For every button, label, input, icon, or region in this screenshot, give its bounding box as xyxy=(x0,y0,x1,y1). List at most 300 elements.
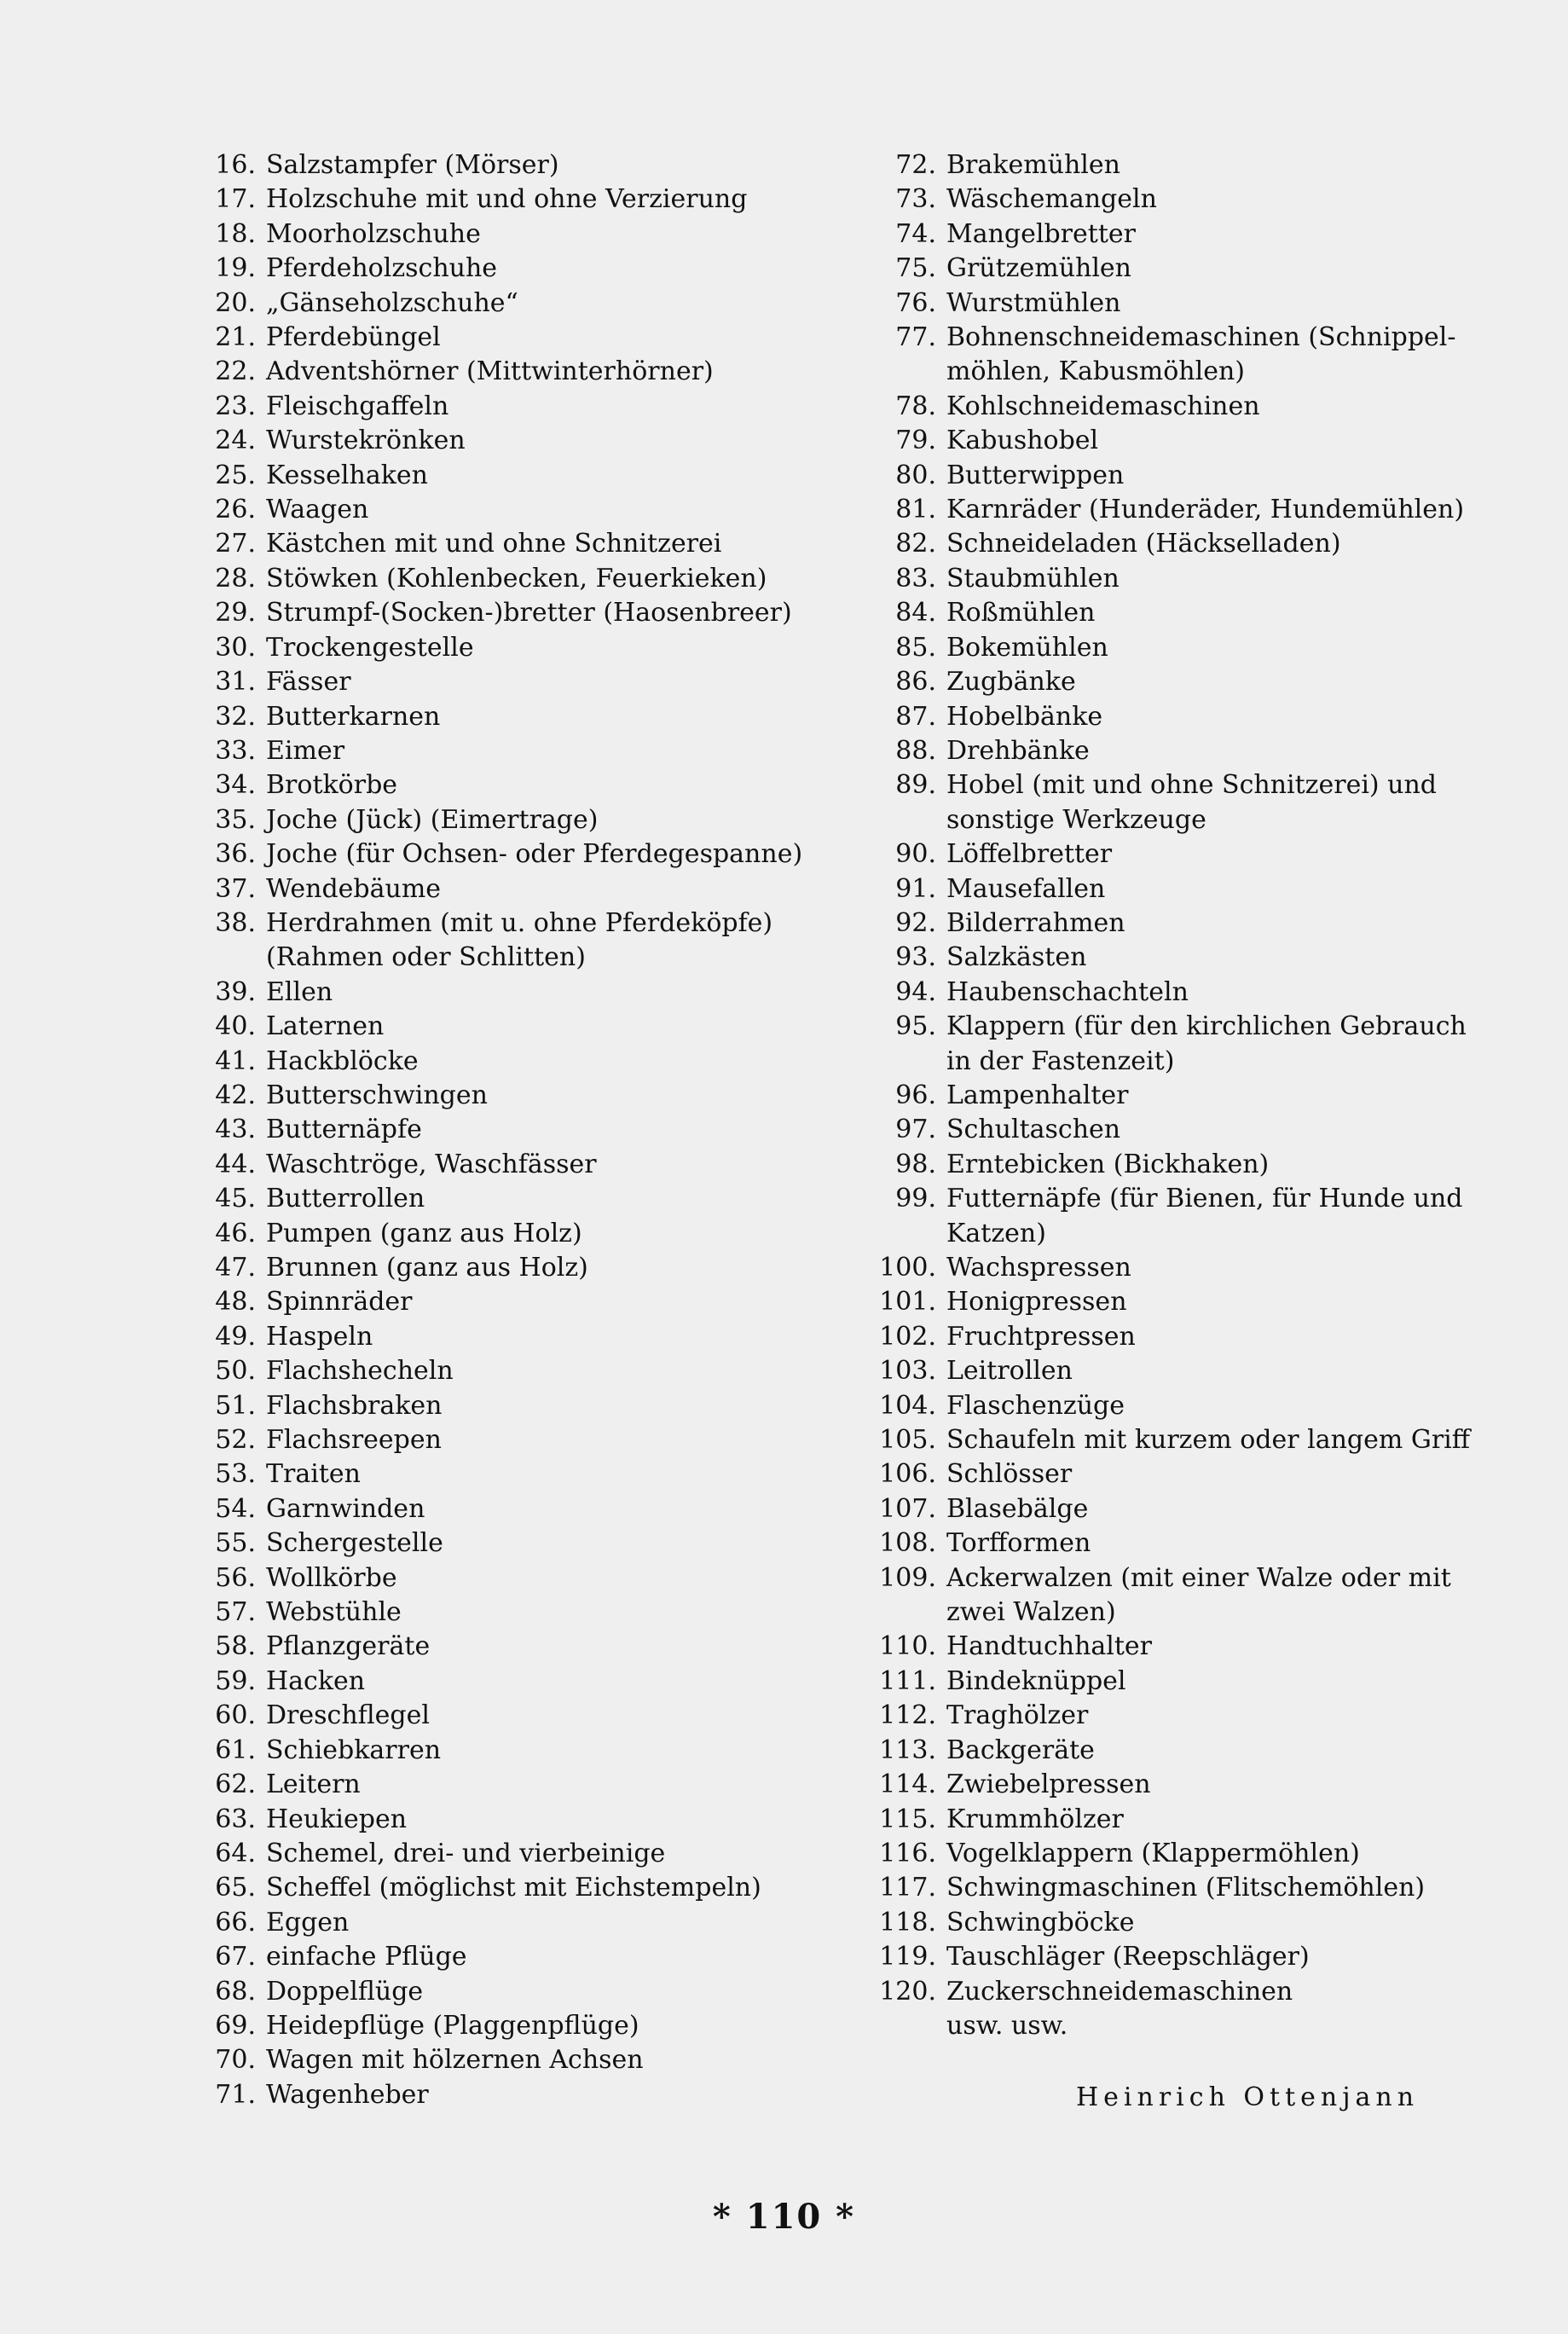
item-text-line: Vogelklappern (Klappermöhlen) xyxy=(946,1838,1360,1868)
item-number: 38. xyxy=(215,907,256,938)
item-text xyxy=(266,459,842,493)
list-item xyxy=(194,1251,842,1285)
item-text-line: Herdrahmen (mit u. ohne Pferdeköpfe) xyxy=(266,907,773,938)
list-item xyxy=(861,1837,1526,1871)
list-item xyxy=(861,1630,1526,1664)
list-item xyxy=(194,1492,842,1526)
list-item xyxy=(194,1389,842,1423)
list-item xyxy=(194,2043,842,2077)
item-text xyxy=(946,1182,1526,1251)
item-text xyxy=(266,1526,842,1561)
item-text xyxy=(266,1217,842,1251)
item-text xyxy=(946,1665,1526,1699)
list-item xyxy=(194,2078,842,2112)
item-text xyxy=(266,2043,842,2077)
item-text xyxy=(946,1079,1526,1113)
item-number: 95. xyxy=(895,1011,936,1042)
item-number: 35. xyxy=(215,804,256,835)
list-item xyxy=(194,1906,842,1940)
item-number: 55. xyxy=(215,1528,256,1559)
list-item xyxy=(194,2009,842,2043)
item-number: 25. xyxy=(215,460,256,490)
list-item xyxy=(194,1561,842,1596)
list-item xyxy=(194,1010,842,1044)
item-number: 71. xyxy=(215,2079,256,2110)
item-text-line: Hobelbänke xyxy=(946,701,1103,732)
item-text-line: Waschtröge, Waschfässer xyxy=(266,1149,597,1179)
item-text xyxy=(946,252,1526,286)
item-number: 119. xyxy=(879,1942,936,1972)
item-text xyxy=(946,700,1526,734)
list-item xyxy=(861,1389,1526,1423)
item-text-line: Brunnen (ganz aus Holz) xyxy=(266,1253,588,1283)
list-item xyxy=(194,1596,842,1630)
item-text-line: in der Fastenzeit) xyxy=(946,1045,1175,1076)
item-number: 77. xyxy=(895,322,936,353)
item-text xyxy=(266,1768,842,1802)
item-text-line: Eimer xyxy=(266,735,345,766)
item-text-line: Lampenhalter xyxy=(946,1080,1129,1110)
item-text-line: Pferdebüngel xyxy=(266,322,441,353)
item-number: 75. xyxy=(895,253,936,284)
list-item xyxy=(861,1734,1526,1768)
list-item xyxy=(861,976,1526,1010)
item-text-line: Leitrollen xyxy=(946,1356,1073,1387)
item-text xyxy=(946,1906,1526,1940)
item-text-line: Scheffel (möglichst mit Eichstempeln) xyxy=(266,1873,761,1903)
list-item xyxy=(194,355,842,389)
item-number: 39. xyxy=(215,976,256,1007)
list-item xyxy=(194,217,842,252)
item-text-line: „Gänseholzschuhe“ xyxy=(266,287,518,318)
item-text-line: Kabushobel xyxy=(946,426,1099,456)
item-text xyxy=(946,1354,1526,1388)
item-number: 43. xyxy=(215,1115,256,1145)
item-text xyxy=(946,459,1526,493)
list-item xyxy=(861,631,1526,665)
item-text-line: Klappern (für den kirchlichen Gebrauch xyxy=(946,1011,1467,1042)
item-text xyxy=(946,768,1526,837)
list-item xyxy=(861,700,1526,734)
item-text-line: Moorholzschuhe xyxy=(266,218,481,249)
list-item xyxy=(861,734,1526,768)
item-number: 76. xyxy=(895,287,936,318)
item-text xyxy=(946,1699,1526,1733)
item-text-line: Eggen xyxy=(266,1907,350,1937)
item-text xyxy=(266,2078,842,2112)
item-text-line: zwei Walzen) xyxy=(946,1597,1116,1628)
item-text-line: möhlen, Kabusmöhlen) xyxy=(946,356,1245,387)
item-text-line: Flachshecheln xyxy=(266,1356,454,1387)
item-number: 61. xyxy=(215,1735,256,1765)
item-number: 114. xyxy=(879,1769,936,1800)
item-text-line: Wäschemangeln xyxy=(946,184,1157,215)
item-number: 83. xyxy=(895,563,936,594)
list-item xyxy=(194,665,842,699)
item-number: 33. xyxy=(215,735,256,766)
item-text-line: Fruchtpressen xyxy=(946,1321,1136,1352)
item-number: 103. xyxy=(879,1356,936,1387)
item-number: 18. xyxy=(215,218,256,249)
item-number: 57. xyxy=(215,1597,256,1628)
list-item xyxy=(194,1113,842,1147)
item-text xyxy=(266,1630,842,1664)
item-text-line: Schiebkarren xyxy=(266,1735,442,1765)
item-text xyxy=(946,1837,1526,1871)
list-item xyxy=(194,1734,842,1768)
list-item xyxy=(194,631,842,665)
item-text-line: Joche (Jück) (Eimertrage) xyxy=(266,804,599,835)
item-text xyxy=(266,217,842,252)
list-item xyxy=(194,1285,842,1319)
item-text xyxy=(946,1320,1526,1354)
item-number: 29. xyxy=(215,598,256,628)
list-item xyxy=(194,1940,842,1974)
left-column-list xyxy=(194,148,842,2112)
item-number: 116. xyxy=(879,1838,936,1868)
item-number: 26. xyxy=(215,495,256,525)
item-text xyxy=(946,1389,1526,1423)
item-text-line: Ellen xyxy=(266,976,333,1007)
item-text xyxy=(266,1423,842,1457)
item-text-line: Wachspressen xyxy=(946,1253,1131,1283)
item-text-line: Butternäpfe xyxy=(266,1115,422,1145)
list-item xyxy=(194,803,842,837)
item-text xyxy=(946,1285,1526,1319)
list-item xyxy=(194,527,842,561)
list-item xyxy=(194,459,842,493)
list-item xyxy=(194,906,842,976)
list-item xyxy=(861,1113,1526,1147)
item-text-line: Schemel, drei- und vierbeinige xyxy=(266,1838,666,1868)
list-item xyxy=(861,768,1526,837)
item-number: 99. xyxy=(895,1184,936,1214)
item-text xyxy=(266,148,842,182)
item-text-line: Doppelflüge xyxy=(266,1976,424,2007)
item-text-line: Bohnenschneidemaschinen (Schnippel- xyxy=(946,322,1456,353)
item-text xyxy=(266,1251,842,1285)
item-text xyxy=(946,1526,1526,1561)
item-text-line: Heidepflüge (Plaggenpflüge) xyxy=(266,2010,639,2041)
item-text xyxy=(266,1837,842,1871)
item-text-line: Krummhölzer xyxy=(946,1804,1124,1834)
item-text-line: Kesselhaken xyxy=(266,460,428,490)
item-text-line: Wagen mit hölzernen Achsen xyxy=(266,2045,644,2076)
list-item xyxy=(194,1871,842,1905)
item-text-line: Flachsreepen xyxy=(266,1425,442,1456)
item-text-line: Ackerwalzen (mit einer Walze oder mit xyxy=(946,1562,1451,1593)
item-text-line: Schwingmaschinen (Flitschemöhlen) xyxy=(946,1873,1426,1903)
item-text-line: einfache Pflüge xyxy=(266,1942,467,1972)
item-text-line: Bindeknüppel xyxy=(946,1665,1126,1696)
item-number: 49. xyxy=(215,1321,256,1352)
item-text xyxy=(266,1975,842,2009)
list-item xyxy=(861,287,1526,321)
item-text-line: sonstige Werkzeuge xyxy=(946,804,1206,835)
list-item xyxy=(194,1182,842,1216)
item-text xyxy=(266,700,842,734)
item-text-line: usw. usw. xyxy=(946,2010,1068,2041)
item-number: 30. xyxy=(215,632,256,663)
list-item xyxy=(861,182,1526,217)
list-item xyxy=(861,665,1526,699)
list-item xyxy=(194,700,842,734)
item-number: 102. xyxy=(879,1321,936,1352)
item-number: 34. xyxy=(215,770,256,801)
item-text-line: Löffelbretter xyxy=(946,839,1113,870)
list-item xyxy=(194,1630,842,1664)
list-item xyxy=(194,1079,842,1113)
list-item xyxy=(194,424,842,458)
item-text xyxy=(266,1665,842,1699)
item-number: 58. xyxy=(215,1631,256,1662)
item-number: 86. xyxy=(895,667,936,698)
item-text xyxy=(266,355,842,389)
list-item xyxy=(861,837,1526,872)
item-number: 96. xyxy=(895,1080,936,1110)
item-text-line: Wendebäume xyxy=(266,873,442,904)
item-text xyxy=(266,1803,842,1837)
item-text xyxy=(946,1113,1526,1147)
item-number: 46. xyxy=(215,1218,256,1248)
item-number: 65. xyxy=(215,1873,256,1903)
list-item xyxy=(861,148,1526,182)
item-text-line: Handtuchhalter xyxy=(946,1631,1153,1662)
list-item xyxy=(194,976,842,1010)
item-number: 69. xyxy=(215,2010,256,2041)
list-item xyxy=(861,1803,1526,1837)
item-text xyxy=(266,1734,842,1768)
list-item xyxy=(194,182,842,217)
item-number: 115. xyxy=(879,1804,936,1834)
item-text xyxy=(266,803,842,837)
list-item xyxy=(194,872,842,906)
item-text-line: Trockengestelle xyxy=(266,632,474,663)
item-text-line: Salzstampfer (Mörser) xyxy=(266,150,559,180)
item-number: 100. xyxy=(879,1253,936,1283)
item-number: 48. xyxy=(215,1287,256,1318)
item-number: 90. xyxy=(895,839,936,870)
list-item xyxy=(861,1906,1526,1940)
item-number: 56. xyxy=(215,1562,256,1593)
item-text xyxy=(266,1182,842,1216)
item-number: 27. xyxy=(215,529,256,559)
item-number: 36. xyxy=(215,839,256,870)
item-number: 20. xyxy=(215,287,256,318)
item-number: 108. xyxy=(879,1528,936,1559)
item-text xyxy=(266,596,842,630)
item-number: 117. xyxy=(879,1873,936,1903)
item-text-line: Pferdeholzschuhe xyxy=(266,253,498,284)
item-text xyxy=(266,1940,842,1974)
item-text-line: Torfformen xyxy=(946,1528,1091,1559)
item-text xyxy=(266,2009,842,2043)
item-text-line: Mangelbretter xyxy=(946,218,1136,249)
item-text xyxy=(946,148,1526,182)
item-text-line: Stöwken (Kohlenbecken, Feuerkieken) xyxy=(266,563,767,594)
list-item xyxy=(861,941,1526,975)
item-number: 45. xyxy=(215,1184,256,1214)
item-text-line: Pflanzgeräte xyxy=(266,1631,431,1662)
item-text xyxy=(266,252,842,286)
item-text-line: Flachsbraken xyxy=(266,1390,443,1421)
list-item xyxy=(861,1526,1526,1561)
item-text xyxy=(946,1940,1526,1974)
item-text-line: Haubenschachteln xyxy=(946,976,1189,1007)
list-item xyxy=(861,424,1526,458)
item-number: 70. xyxy=(215,2045,256,2076)
item-number: 97. xyxy=(895,1115,936,1145)
item-text xyxy=(946,1010,1526,1079)
list-item xyxy=(861,459,1526,493)
item-text-line: Erntebicken (Bickhaken) xyxy=(946,1149,1270,1179)
item-text-line: Spinnräder xyxy=(266,1287,413,1318)
item-text xyxy=(266,1010,842,1044)
item-number: 44. xyxy=(215,1149,256,1179)
item-number: 64. xyxy=(215,1838,256,1868)
item-text xyxy=(266,1148,842,1182)
list-item xyxy=(194,390,842,424)
item-number: 68. xyxy=(215,1976,256,2007)
item-text-line: Backgeräte xyxy=(946,1735,1095,1765)
item-number: 19. xyxy=(215,253,256,284)
item-text-line: Pumpen (ganz aus Holz) xyxy=(266,1218,582,1248)
list-item xyxy=(194,148,842,182)
item-text-line: Wurstmühlen xyxy=(946,287,1121,318)
item-text-line: Grützemühlen xyxy=(946,253,1132,284)
item-text-line: Tauschläger (Reepschläger) xyxy=(946,1942,1310,1972)
list-item xyxy=(194,1837,842,1871)
page-number: * 110 * xyxy=(712,2197,856,2237)
item-text-line: Leitern xyxy=(266,1769,361,1800)
item-text xyxy=(266,527,842,561)
item-text xyxy=(946,321,1526,390)
item-text xyxy=(946,872,1526,906)
list-item xyxy=(194,596,842,630)
list-item xyxy=(861,1768,1526,1802)
item-number: 60. xyxy=(215,1700,256,1731)
item-text-line: Schergestelle xyxy=(266,1528,443,1559)
list-item xyxy=(861,1457,1526,1491)
list-item xyxy=(861,1010,1526,1079)
item-text-line: Wurstekrönken xyxy=(266,426,466,456)
item-text-line: Schaufeln mit kurzem oder langem Griff xyxy=(946,1425,1471,1456)
item-text xyxy=(946,493,1526,527)
list-item xyxy=(194,734,842,768)
item-text xyxy=(946,631,1526,665)
item-text xyxy=(946,1871,1526,1905)
item-text-line: Wagenheber xyxy=(266,2079,429,2110)
item-text-line: Dreschflegel xyxy=(266,1700,430,1731)
item-number: 109. xyxy=(879,1562,936,1593)
item-number: 84. xyxy=(895,598,936,628)
item-number: 91. xyxy=(895,873,936,904)
item-number: 110. xyxy=(879,1631,936,1662)
item-number: 50. xyxy=(215,1356,256,1387)
item-text-line: Kästchen mit und ohne Schnitzerei xyxy=(266,529,722,559)
item-text-line: Karnräder (Hunderäder, Hundemühlen) xyxy=(946,495,1465,525)
item-number: 72. xyxy=(895,150,936,180)
item-number: 54. xyxy=(215,1493,256,1524)
item-text xyxy=(266,734,842,768)
item-text-line: Wollkörbe xyxy=(266,1562,397,1593)
item-text-line: Zwiebelpressen xyxy=(946,1769,1151,1800)
item-number: 93. xyxy=(895,942,936,973)
item-number: 78. xyxy=(895,391,936,421)
item-text xyxy=(266,1457,842,1491)
item-number: 40. xyxy=(215,1011,256,1042)
item-number: 79. xyxy=(895,426,936,456)
item-text-line: Roßmühlen xyxy=(946,598,1096,628)
item-text xyxy=(266,665,842,699)
item-number: 105. xyxy=(879,1425,936,1456)
item-text xyxy=(266,837,842,872)
item-text xyxy=(266,424,842,458)
list-item xyxy=(194,1045,842,1079)
item-text-line: Strumpf-(Socken-)bretter (Haosenbreer) xyxy=(266,598,792,628)
item-text-line: Staubmühlen xyxy=(946,563,1120,594)
item-text-line: Flaschenzüge xyxy=(946,1390,1125,1421)
item-text-line: Butterschwingen xyxy=(266,1080,488,1110)
item-text xyxy=(946,941,1526,975)
list-item xyxy=(194,1975,842,2009)
item-text-line: Heukiepen xyxy=(266,1804,408,1834)
list-item xyxy=(194,1665,842,1699)
list-item xyxy=(861,1251,1526,1285)
item-number: 73. xyxy=(895,184,936,215)
item-text-line: Bokemühlen xyxy=(946,632,1108,663)
item-text-line: Drehbänke xyxy=(946,735,1090,766)
list-item xyxy=(861,906,1526,941)
item-number: 51. xyxy=(215,1390,256,1421)
item-text-line: Butterwippen xyxy=(946,460,1125,490)
list-item xyxy=(194,1423,842,1457)
list-item xyxy=(861,1354,1526,1388)
item-text-line: Fässer xyxy=(266,667,351,698)
item-text xyxy=(946,665,1526,699)
item-text xyxy=(946,562,1526,596)
item-number: 82. xyxy=(895,529,936,559)
item-text-line: Schneideladen (Häckselladen) xyxy=(946,529,1341,559)
item-text xyxy=(266,1079,842,1113)
list-item xyxy=(194,252,842,286)
list-item xyxy=(194,287,842,321)
item-text xyxy=(946,1148,1526,1182)
item-number: 104. xyxy=(879,1390,936,1421)
list-item xyxy=(861,217,1526,252)
item-number: 101. xyxy=(879,1287,936,1318)
item-text xyxy=(266,390,842,424)
item-number: 59. xyxy=(215,1665,256,1696)
item-text xyxy=(946,1561,1526,1630)
item-text xyxy=(946,287,1526,321)
item-text xyxy=(946,1803,1526,1837)
item-number: 62. xyxy=(215,1769,256,1800)
item-text xyxy=(266,872,842,906)
item-text xyxy=(946,1734,1526,1768)
item-number: 42. xyxy=(215,1080,256,1110)
item-text xyxy=(266,631,842,665)
item-text-line: Joche (für Ochsen- oder Pferdegespanne) xyxy=(266,839,803,870)
list-item xyxy=(861,1320,1526,1354)
list-item xyxy=(861,1079,1526,1113)
list-item xyxy=(194,1699,842,1733)
list-item xyxy=(861,1423,1526,1457)
list-item xyxy=(194,1354,842,1388)
list-item xyxy=(861,562,1526,596)
item-text xyxy=(266,1699,842,1733)
item-text-line: Hackblöcke xyxy=(266,1045,419,1076)
